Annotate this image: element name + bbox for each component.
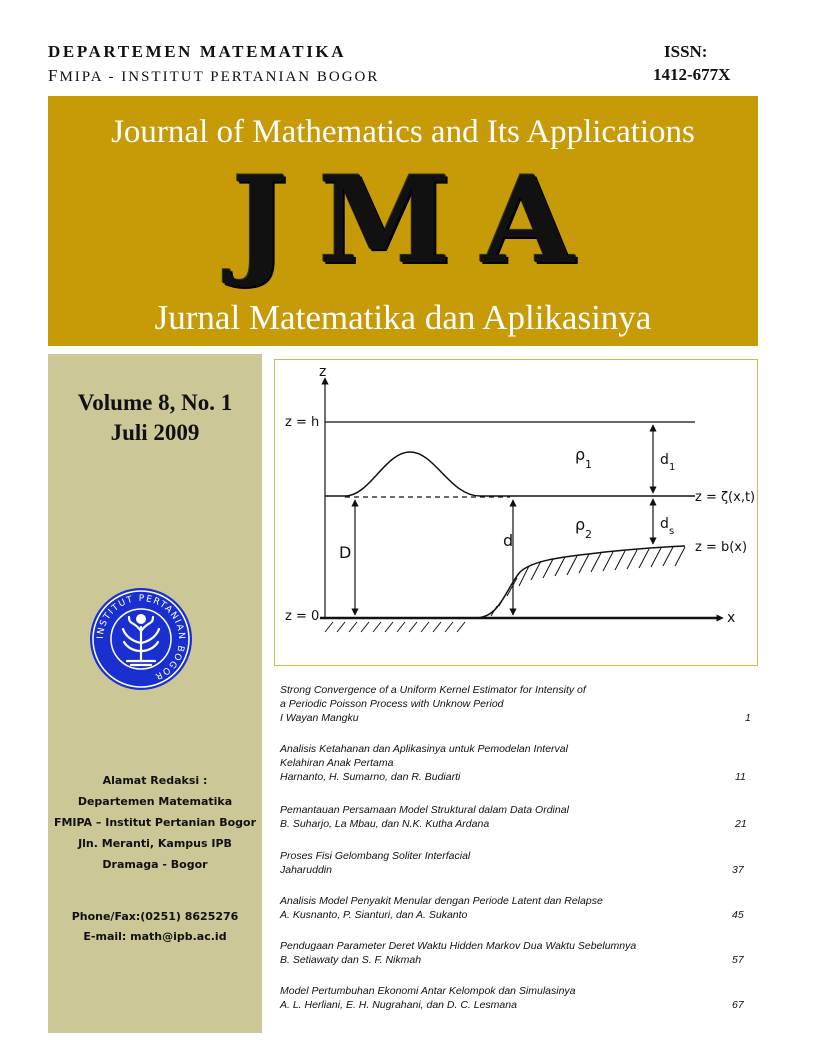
issn-label: ISSN: bbox=[664, 42, 708, 61]
ds-label: d bbox=[660, 516, 669, 532]
toc-entry bbox=[280, 803, 760, 831]
cover-figure bbox=[274, 359, 758, 666]
toc-author: B. Setiawaty dan S. F. Nikmah bbox=[280, 954, 422, 966]
faculty-initial: F bbox=[48, 66, 60, 85]
toc-title-line: Analisis Ketahanan dan Aplikasinya untuk Pemodelan Interval bbox=[280, 743, 568, 755]
toc-author: Harnanto, H. Sumarno, dan R. Budiarti bbox=[280, 771, 461, 783]
ipb-logo-icon bbox=[89, 587, 193, 691]
journal-title-english: Journal of Mathematics and Its Applications bbox=[111, 114, 695, 150]
toc-author: Jaharuddin bbox=[280, 864, 332, 876]
issue-date: Juli 2009 bbox=[110, 420, 200, 445]
toc-entry bbox=[280, 683, 760, 725]
toc-page-number: 57 bbox=[732, 954, 744, 966]
soliter-wave-curve bbox=[345, 452, 510, 496]
rho1-label: ρ bbox=[575, 445, 586, 464]
toc-entry bbox=[280, 742, 760, 784]
bottom-profile-curve bbox=[475, 546, 685, 618]
z-axis-label: z bbox=[319, 364, 327, 380]
toc-title-line: Pemantauan Persamaan Model Struktural dalam Data Ordinal bbox=[280, 804, 569, 816]
D-label: D bbox=[339, 543, 352, 562]
rho2-label: ρ bbox=[575, 515, 586, 534]
zeta-label: z = ζ(x,t) bbox=[695, 490, 756, 505]
toc-title-line: Proses Fisi Gelombang Soliter Interfacial bbox=[280, 850, 471, 862]
address-line: FMIPA – Institut Pertanian Bogor bbox=[53, 816, 257, 829]
department-name: DEPARTEMEN MATEMATIKA bbox=[48, 42, 347, 61]
toc-title-line: Pendugaan Parameter Deret Waktu Hidden Markov Dua Waktu Sebelumnya bbox=[280, 940, 637, 952]
toc-author: I Wayan Mangku bbox=[280, 712, 359, 724]
rho1-subscript: 1 bbox=[585, 458, 592, 471]
issn-number: 1412-677X bbox=[653, 65, 731, 84]
d1-label: d bbox=[660, 452, 669, 468]
z-0-label: z = 0 bbox=[285, 609, 320, 624]
phone-fax: Phone/Fax:(0251) 8625276 bbox=[71, 910, 239, 923]
sidebar-panel bbox=[48, 354, 262, 1033]
address-line: Jln. Meranti, Kampus IPB bbox=[78, 837, 232, 850]
journal-title-indonesian: Jurnal Matematika dan Aplikasinya bbox=[154, 298, 652, 337]
d-label: d bbox=[503, 531, 514, 550]
toc-page-number: 37 bbox=[732, 864, 744, 876]
toc-author: B. Suharjo, La Mbau, dan N.K. Kutha Ardana bbox=[280, 818, 490, 830]
toc-title-line: a Periodic Poisson Process with Unknow Period bbox=[280, 698, 504, 710]
toc-page-number: 67 bbox=[732, 999, 744, 1011]
x-axis-label: x bbox=[727, 610, 736, 626]
address-line: Departemen Matematika bbox=[77, 795, 233, 808]
toc-title-line: Kelahiran Anak Pertama bbox=[280, 757, 394, 769]
toc-author: A. Kusnanto, P. Sianturi, dan A. Sukanto bbox=[280, 909, 468, 921]
toc-page-number: 1 bbox=[745, 712, 751, 724]
address-line: Dramaga - Bogor bbox=[102, 858, 208, 871]
toc-title-line: Analisis Model Penyakit Menular dengan Periode Latent dan Relapse bbox=[280, 895, 603, 907]
z-h-label: z = h bbox=[285, 415, 320, 430]
volume-number: Volume 8, No. 1 bbox=[77, 390, 233, 415]
title-banner bbox=[48, 96, 758, 346]
interfacial-wave-diagram bbox=[275, 360, 757, 665]
toc-title-line: Model Pertumbuhan Ekonomi Antar Kelompok dan Simulasinya bbox=[280, 985, 576, 997]
toc-page-number: 11 bbox=[735, 771, 746, 783]
ds-subscript: s bbox=[669, 526, 675, 537]
toc-page-number: 21 bbox=[735, 818, 747, 830]
journal-acronym: JMA bbox=[231, 150, 605, 291]
toc-entry bbox=[280, 849, 760, 877]
bottom-label: z = b(x) bbox=[695, 540, 748, 555]
toc-entry bbox=[280, 894, 760, 922]
toc-entry bbox=[280, 984, 760, 1012]
address-line: Alamat Redaksi : bbox=[102, 774, 208, 787]
faculty-rest: MIPA - INSTITUT PERTANIAN BOGOR bbox=[59, 69, 380, 85]
d1-subscript: 1 bbox=[669, 462, 676, 473]
faculty-name bbox=[48, 66, 379, 86]
toc-page-number: 45 bbox=[732, 909, 744, 921]
rho2-subscript: 2 bbox=[585, 528, 592, 541]
toc-title-line: Strong Convergence of a Uniform Kernel Estimator for Intensity of bbox=[280, 684, 586, 696]
toc-author: A. L. Herliani, E. H. Nugrahani, dan D. C. Lesmana bbox=[280, 999, 517, 1011]
logo-ring-text: INSTITUT PERTANIAN BOGOR bbox=[95, 593, 187, 682]
email-address: E-mail: math@ipb.ac.id bbox=[83, 930, 227, 943]
toc-entry bbox=[280, 939, 760, 967]
